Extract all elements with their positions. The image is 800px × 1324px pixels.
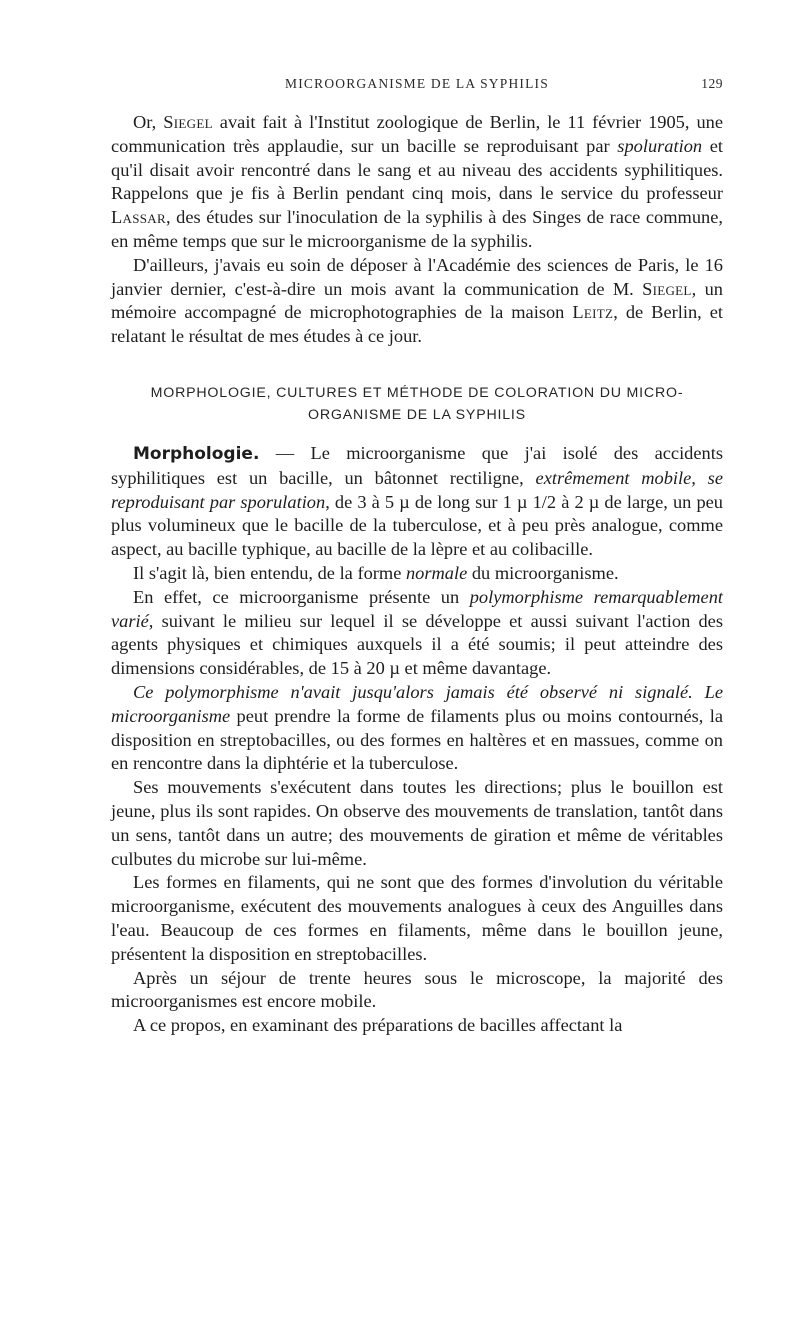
italic-term: spoluration	[617, 135, 703, 156]
page-number: 129	[701, 76, 723, 91]
text-run: Or,	[133, 112, 164, 132]
text-run: et qu'il disait avoir rencontré dans le sang et au niveau des accidents syphilitiques. Rappelons que je fis à Berlin pendant cinq mois, dans le service du professeur	[111, 135, 724, 204]
section-heading-line-1: MORPHOLOGIE, CULTURES ET MÉTHODE DE COLORATION DU MICRO-	[150, 384, 684, 401]
italic-phrase: polymorphisme remarquablement varié	[111, 586, 723, 631]
section-heading-line-2: ORGANISME DE LA SYPHILIS	[308, 406, 526, 423]
text-run: , de 3 à 5 µ de long sur 1 µ 1/2 à 2 µ de large, un peu plus volumineux que le bacille de la tuberculose, et à peu près analogue, comme aspect, au bacille typhique, au bacille de la lèpre et au colibacille.	[111, 491, 723, 560]
company-name-leitz: Leitz	[572, 302, 614, 323]
paragraph-normal-form	[111, 562, 723, 586]
text-run: , des études sur l'inoculation de la syphilis à des Singes de race commune, en même temps que sur le microorganisme de la syphilis.	[111, 207, 723, 251]
text-block-top	[111, 111, 723, 349]
author-name-siegel: Siegel	[163, 112, 213, 132]
text-run: D'ailleurs, j'avais eu soin de déposer à l'Académie des sciences de Paris, le 16 janvier dernier, c'est-à-dire un mois avant la communication de M.	[111, 254, 723, 299]
text-run: Après un séjour de trente heures sous le microscope, la majorité des microorganismes est encore mobile.	[111, 967, 723, 1012]
author-name-siegel: Siegel	[642, 278, 692, 299]
text-run: — Le microorganisme que j'ai isolé des accidents syphilitiques est un bacille, un bâtonnet rectiligne,	[111, 442, 723, 488]
text-run: , un mémoire accompagné de microphotographies de la maison	[111, 278, 723, 323]
paragraph-never-observed	[111, 681, 723, 776]
text-run: En effet, ce microorganisme présente un	[133, 586, 470, 607]
paragraph-academie-memoir	[111, 254, 723, 349]
running-title: MICROORGANISME DE LA SYPHILIS	[285, 76, 549, 91]
text-run: Il s'agit là, bien entendu, de la forme	[133, 562, 406, 583]
paragraph-thirty-hours	[111, 967, 723, 1015]
paragraph-morphology	[111, 442, 723, 562]
text-run: Les formes en filaments, qui ne sont que des formes d'involution du véritable microorganisme, exécutent des mouvements analogues à ceux des Anguilles dans l'eau. Beaucoup de ces formes en filaments, même dans le bouillon jeune, présentent la disposition en streptobacilles.	[111, 872, 723, 964]
run-in-heading-morphologie: Morphologie.	[133, 443, 260, 464]
italic-phrase: Ce polymorphisme n'avait jusqu'alors jamais été observé ni signalé. Le microorganisme	[111, 681, 723, 726]
paragraph-polymorphism	[111, 586, 723, 681]
text-block-morphology	[111, 442, 723, 1038]
text-run: Ses mouvements s'exécutent dans toutes les directions; plus le bouillon est jeune, plus ils sont rapides. On observe des mouvements de translation, tantôt dans un sens, tantôt dans un autre; des mouvements de giration et même de véritables culbutes du microbe sur lui-même.	[111, 777, 723, 869]
text-run: avait fait à l'Institut zoologique de Berlin, le 11 février 1905, une communication très applaudie, sur un bacille se reproduisant par	[111, 112, 723, 156]
italic-term: normale	[405, 562, 468, 583]
paragraph-filaments	[111, 871, 723, 966]
paragraph-preparations	[111, 1014, 723, 1038]
paragraph-siegel-communication	[111, 111, 723, 254]
italic-phrase: extrêmement mobile, se reproduisant par sporulation	[111, 467, 723, 512]
paragraph-movements	[111, 776, 723, 871]
text-run: , de Berlin, et relatant le résultat de mes études à ce jour.	[111, 302, 723, 347]
running-header	[111, 76, 723, 100]
page	[111, 76, 723, 1038]
section-heading	[111, 382, 723, 426]
author-name-lassar: Lassar	[111, 207, 166, 228]
text-run: du microorganisme.	[467, 562, 619, 583]
text-run: peut prendre la forme de filaments plus ou moins contournés, la disposition en streptobacilles, ou des formes en haltères et en massues, comme on en rencontre dans la diphtérie et la tuberculose.	[111, 705, 723, 774]
text-run: , suivant le milieu sur lequel il se développe et aussi suivant l'action des agents physiques et chimiques auxquels il a été soumis; il peut atteindre des dimensions considérables, de 15 à 20 µ et même davantage.	[111, 610, 723, 679]
text-run: A ce propos, en examinant des préparations de bacilles affectant la	[133, 1015, 623, 1036]
